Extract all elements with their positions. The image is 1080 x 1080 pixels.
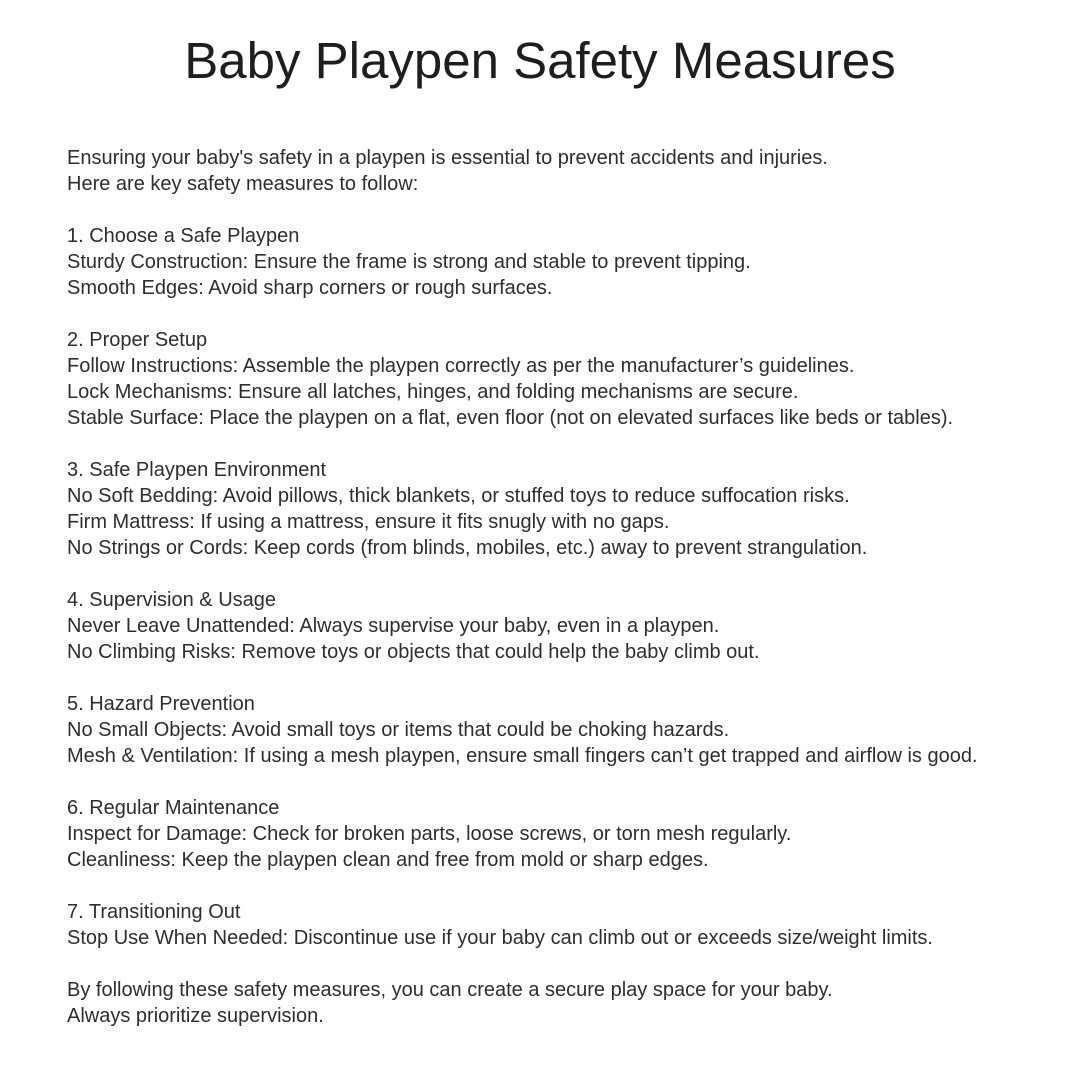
- section-line: Lock Mechanisms: Ensure all latches, hinges, and folding mechanisms are secure.: [67, 381, 799, 403]
- section-line: Follow Instructions: Assemble the playpen correctly as per the manufacturer’s guidelines.: [67, 355, 855, 377]
- section-line: No Climbing Risks: Remove toys or objects that could help the baby climb out.: [67, 641, 760, 663]
- section-line: Cleanliness: Keep the playpen clean and free from mold or sharp edges.: [67, 849, 709, 871]
- section: [67, 587, 1030, 665]
- section-line: Sturdy Construction: Ensure the frame is strong and stable to prevent tipping.: [67, 251, 751, 273]
- intro-line: Ensuring your baby's safety in a playpen is essential to prevent accidents and injuries.: [67, 147, 828, 169]
- section-line: No Strings or Cords: Keep cords (from blinds, mobiles, etc.) away to prevent strangulation.: [67, 537, 868, 559]
- section-heading: 2. Proper Setup: [67, 329, 208, 351]
- section-heading: 1. Choose a Safe Playpen: [67, 225, 300, 247]
- section-line: Never Leave Unattended: Always supervise your baby, even in a playpen.: [67, 615, 720, 637]
- document-body: [67, 145, 1030, 1029]
- section-line: Stable Surface: Place the playpen on a flat, even floor (not on elevated surfaces like beds or tables).: [67, 407, 954, 429]
- section-line: No Soft Bedding: Avoid pillows, thick blankets, or stuffed toys to reduce suffocation risks.: [67, 485, 850, 507]
- section: [67, 795, 1030, 873]
- section-line: Stop Use When Needed: Discontinue use if your baby can climb out or exceeds size/weight limits.: [67, 927, 933, 949]
- intro-paragraph: [67, 145, 1030, 197]
- section-heading: 7. Transitioning Out: [67, 901, 241, 923]
- section-line: Firm Mattress: If using a mattress, ensure it fits snugly with no gaps.: [67, 511, 670, 533]
- section-line: Mesh & Ventilation: If using a mesh playpen, ensure small fingers can’t get trapped and airflow is good.: [67, 745, 978, 767]
- outro-line: By following these safety measures, you can create a secure play space for your baby.: [67, 979, 833, 1001]
- section: [67, 691, 1030, 769]
- outro-paragraph: [67, 977, 1030, 1029]
- section: [67, 223, 1030, 301]
- section: [67, 327, 1030, 431]
- page-title: Baby Playpen Safety Measures: [184, 32, 896, 89]
- section-line: No Small Objects: Avoid small toys or items that could be choking hazards.: [67, 719, 730, 741]
- section-heading: 6. Regular Maintenance: [67, 797, 280, 819]
- section-line: Smooth Edges: Avoid sharp corners or rough surfaces.: [67, 277, 553, 299]
- outro-line: Always prioritize supervision.: [67, 1005, 324, 1027]
- section-line: Inspect for Damage: Check for broken parts, loose screws, or torn mesh regularly.: [67, 823, 792, 845]
- section-heading: 3. Safe Playpen Environment: [67, 459, 327, 481]
- sections-container: [67, 223, 1030, 951]
- section-heading: 5. Hazard Prevention: [67, 693, 255, 715]
- intro-line: Here are key safety measures to follow:: [67, 173, 419, 195]
- section-heading: 4. Supervision & Usage: [67, 589, 277, 611]
- section: [67, 899, 1030, 951]
- section: [67, 457, 1030, 561]
